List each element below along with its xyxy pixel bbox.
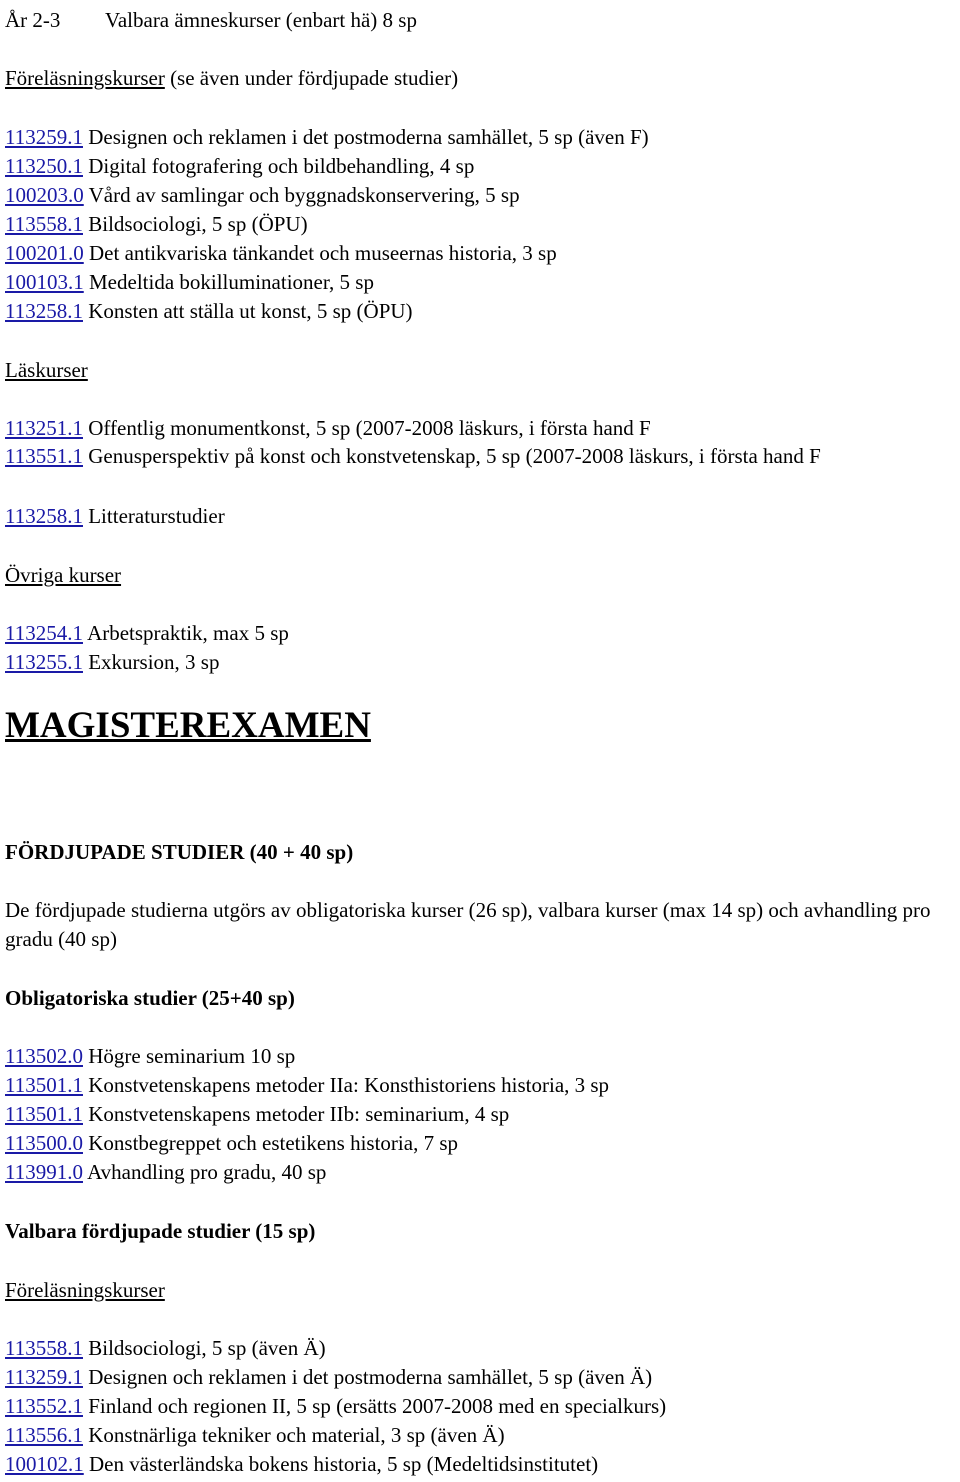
course-title: Finland och regionen II, 5 sp (ersätts 2007-2008 med en specialkurs)	[82, 1394, 667, 1418]
list-item	[5, 270, 374, 294]
course-code-link[interactable]: 100103.1	[5, 270, 84, 294]
course-title: Bildsociologi, 5 sp (ÖPU)	[82, 212, 308, 236]
list-item	[5, 125, 649, 149]
list-item	[5, 154, 474, 178]
course-code-link[interactable]: 113500.0	[5, 1131, 83, 1155]
course-title: Digital fotografering och bildbehandling, 4 sp	[82, 154, 475, 178]
course-code-link[interactable]: 113991.0	[5, 1160, 83, 1184]
list-item	[5, 1131, 458, 1155]
course-title: Genusperspektiv på konst och konstvetenskap, 5 sp (2007-2008 läskurs, i första hand F	[82, 444, 821, 468]
list-item	[5, 416, 651, 440]
course-code-link[interactable]: 100203.0	[5, 183, 84, 207]
section-forelasning-2	[5, 1278, 165, 1302]
section-ovriga	[5, 563, 121, 587]
list-item	[5, 1073, 609, 1097]
course-code-link[interactable]: 100201.0	[5, 241, 84, 265]
list-item	[5, 1336, 326, 1360]
section-link-laskurser[interactable]: Läskurser	[5, 358, 88, 382]
section-note: (se även under fördjupade studier)	[164, 66, 459, 90]
course-title: Medeltida bokilluminationer, 5 sp	[83, 270, 374, 294]
course-title: Den västerländska bokens historia, 5 sp (Medeltidsinstitutet)	[83, 1452, 599, 1476]
course-code-link[interactable]: 113501.1	[5, 1102, 83, 1126]
fordjupade-heading: FÖRDJUPADE STUDIER (40 + 40 sp)	[5, 840, 354, 864]
course-code-link[interactable]: 113558.1	[5, 1336, 83, 1360]
course-code-link[interactable]: 100102.1	[5, 1452, 84, 1476]
list-item	[5, 1452, 598, 1476]
course-title: Konstnärliga tekniker och material, 3 sp (även Ä)	[82, 1423, 505, 1447]
course-title: Högre seminarium 10 sp	[82, 1044, 296, 1068]
course-title: Konstvetenskapens metoder IIb: seminarium, 4 sp	[82, 1102, 510, 1126]
list-item	[5, 183, 520, 207]
heading-title: Valbara ämneskurser (enbart hä) 8 sp	[105, 8, 417, 32]
list-item	[5, 1044, 295, 1068]
course-title: Det antikvariska tänkandet och museernas historia, 3 sp	[83, 241, 557, 265]
course-code-link[interactable]: 113501.1	[5, 1073, 83, 1097]
fordjupade-description: De fördjupade studierna utgörs av obligatoriska kurser (26 sp), valbara kurser (max 14 sp) och avhandling pro gradu (40 sp)	[5, 898, 931, 951]
course-title: Konstvetenskapens metoder IIa: Konsthistoriens historia, 3 sp	[82, 1073, 610, 1097]
list-item	[5, 504, 225, 528]
course-code-link[interactable]: 113254.1	[5, 621, 83, 645]
list-item	[5, 1423, 505, 1447]
section-forelasning-1	[5, 66, 458, 90]
magister-heading: MAGISTEREXAMEN	[5, 705, 371, 746]
section-link-forelasning[interactable]: Föreläsningskurser	[5, 66, 165, 90]
course-title: Exkursion, 3 sp	[82, 650, 220, 674]
list-item	[5, 1365, 652, 1389]
valbara-heading: Valbara fördjupade studier (15 sp)	[5, 1219, 316, 1243]
course-code-link[interactable]: 113552.1	[5, 1394, 83, 1418]
course-title: Offentlig monumentkonst, 5 sp (2007-2008 läskurs, i första hand F	[82, 416, 651, 440]
course-title: Vård av samlingar och byggnadskonservering, 5 sp	[83, 183, 520, 207]
list-item	[5, 1160, 326, 1184]
course-title: Avhandling pro gradu, 40 sp	[82, 1160, 327, 1184]
course-title: Designen och reklamen i det postmoderna samhället, 5 sp (även Ä)	[82, 1365, 653, 1389]
list-item	[5, 241, 557, 265]
course-title: Bildsociologi, 5 sp (även Ä)	[82, 1336, 326, 1360]
course-title: Konsten att ställa ut konst, 5 sp (ÖPU)	[82, 299, 413, 323]
course-title: Designen och reklamen i det postmoderna samhället, 5 sp (även F)	[82, 125, 649, 149]
course-code-link[interactable]: 113259.1	[5, 125, 83, 149]
course-code-link[interactable]: 113502.0	[5, 1044, 83, 1068]
course-code-link[interactable]: 113259.1	[5, 1365, 83, 1389]
list-item	[5, 621, 289, 645]
course-code-link[interactable]: 113255.1	[5, 650, 83, 674]
list-item	[5, 1394, 666, 1418]
course-title: Litteraturstudier	[82, 504, 225, 528]
section-laskurser	[5, 358, 88, 382]
list-item	[5, 1102, 509, 1126]
list-item	[5, 442, 957, 471]
section-link-ovriga[interactable]: Övriga kurser	[5, 563, 122, 587]
course-code-link[interactable]: 113250.1	[5, 154, 83, 178]
course-code-link[interactable]: 113251.1	[5, 416, 83, 440]
course-code-link[interactable]: 113558.1	[5, 212, 83, 236]
course-code-link[interactable]: 113556.1	[5, 1423, 83, 1447]
list-item	[5, 212, 308, 236]
obligatoriska-heading: Obligatoriska studier (25+40 sp)	[5, 986, 295, 1010]
course-title: Konstbegreppet och estetikens historia, 7 sp	[82, 1131, 458, 1155]
list-item	[5, 299, 413, 323]
list-item	[5, 650, 219, 674]
course-title: Arbetspraktik, max 5 sp	[82, 621, 289, 645]
course-code-link[interactable]: 113258.1	[5, 504, 83, 528]
section-link-forelasning-2[interactable]: Föreläsningskurser	[5, 1278, 165, 1302]
page-heading	[5, 8, 417, 32]
course-code-link[interactable]: 113551.1	[5, 444, 83, 468]
course-code-link[interactable]: 113258.1	[5, 299, 83, 323]
heading-year: År 2-3	[5, 8, 61, 32]
